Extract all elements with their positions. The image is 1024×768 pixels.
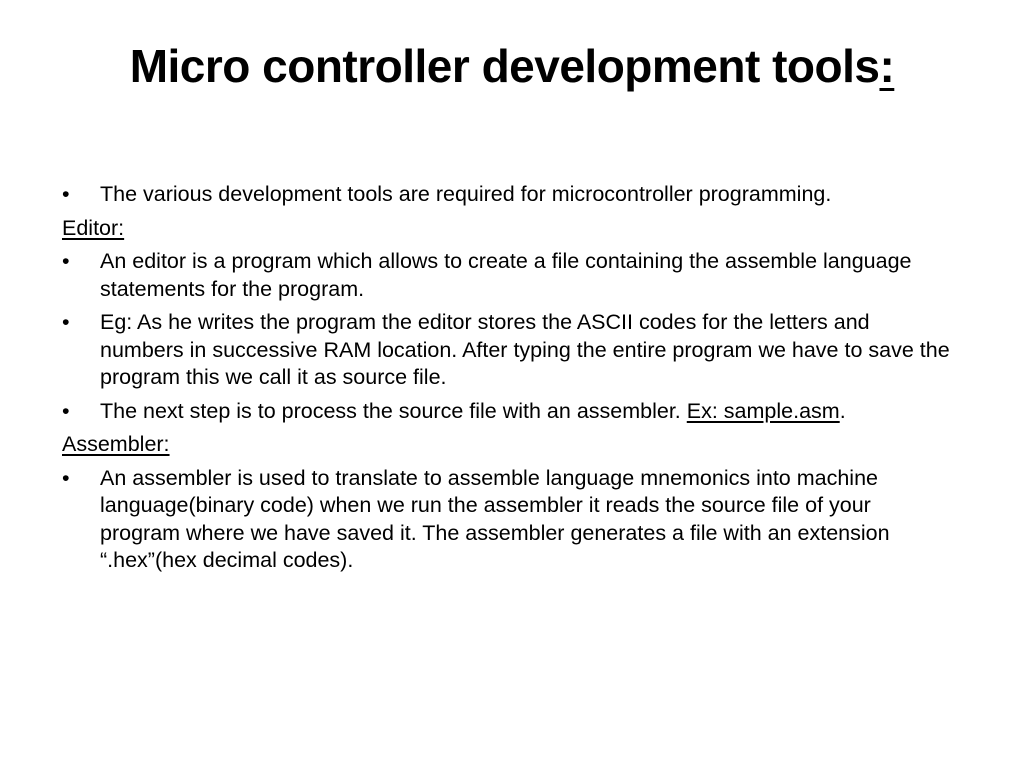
bullet-text: An editor is a program which allows to create a file containing the assemble language statements for the program.: [100, 249, 912, 301]
slide-body: [62, 181, 952, 581]
slide-title-colon: :: [879, 40, 895, 92]
bullet-item-editor-example: [62, 309, 952, 392]
bullet-text-end: .: [839, 398, 846, 423]
bullet-item-next-step: [62, 398, 952, 426]
slide-title-text: Micro controller development tools: [129, 40, 880, 92]
bullet-text: The next step is to process the source file with an assembler.: [100, 398, 687, 423]
bullet-item-editor-definition: [62, 248, 952, 303]
section-heading-text: Assembler:: [62, 432, 170, 456]
example-filename: Ex: sample.asm: [686, 398, 840, 423]
bullet-icon: •: [62, 310, 70, 334]
slide-title: [40, 36, 984, 96]
bullet-text: The various development tools are required for microcontroller programming.: [100, 182, 832, 206]
section-heading-text: Editor:: [62, 215, 125, 240]
bullet-text: Eg: As he writes the program the editor stores the ASCII codes for the letters and numbers in successive RAM location. After typing the entire program we have to save the program this we call it as source file.: [100, 310, 950, 389]
bullet-icon: •: [62, 182, 70, 206]
bullet-icon: •: [62, 398, 70, 423]
bullet-icon: •: [62, 249, 70, 273]
bullet-item-intro: [62, 181, 952, 209]
bullet-text: An assembler is used to translate to assemble language mnemonics into machine language(binary code) when we run the assembler it reads the source file of your program where we have saved it. The assembler generates a file with an extension “.hex”(hex decimal codes).: [100, 465, 890, 572]
section-heading-editor: [62, 215, 952, 243]
bullet-item-assembler-definition: [62, 465, 952, 575]
section-heading-assembler: [62, 431, 952, 459]
bullet-icon: •: [62, 465, 70, 490]
